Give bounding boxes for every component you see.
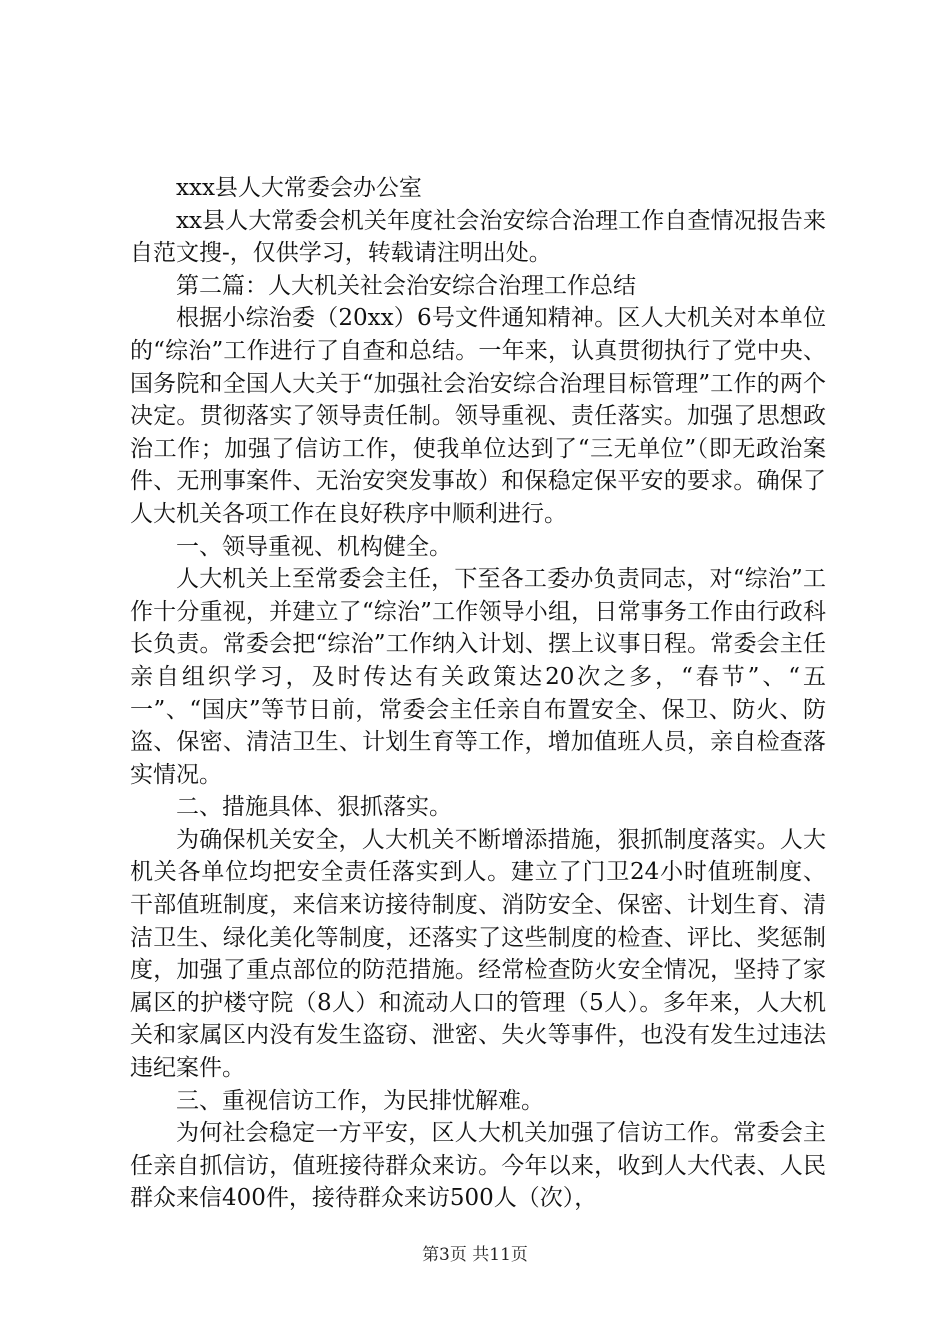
paragraph-leadership: 人大机关上至常委会主任，下至各工委办负责同志，对“综治”工作十分重视，并建立了“综治”工作领导小组，日常事务工作由行政科长负责。常委会把“综治”工作纳入计划、摆上议事日程。常委会主任亲自组织学习，及时传达有关政策达20次之多，“春节”、“五一”、“国庆”等节日前，常委会主任亲自布置安全、保卫、防火、防盗、保密、清洁卫生、计划生育等工作，增加值班人员，亲自检查落实情况。 — [130, 566, 826, 788]
office-line: xxx县人大常委会办公室 — [176, 175, 422, 201]
section-title: 第二篇：人大机关社会治安综合治理工作总结 — [176, 272, 636, 299]
paragraph-petitions: 为何社会稳定一方平安，区人大机关加强了信访工作。常委会主任亲自抓信访，值班接待群众来访。今年以来，收到人大代表、人民群众来信400件，接待群众来访500人（次）， — [130, 1120, 826, 1212]
heading-two: 二、措施具体、狠抓落实。 — [176, 794, 452, 821]
report-source-paragraph: xx县人大常委会机关年度社会治安综合治理工作自查情况报告来自范文搜-，仅供学习，转载请注明出处。 — [130, 207, 826, 267]
intro-paragraph: 根据小综治委（20xx）6号文件通知精神。区人大机关对本单位的“综治”工作进行了自查和总结。一年来，认真贯彻执行了党中央、国务院和全国人大关于“加强社会治安综合治理目标管理”工作的两个决定。贯彻落实了领导责任制。领导重视、责任落实。加强了思想政治工作；加强了信访工作，使我单位达到了“三无单位”（即无政治案件、无刑事案件、无治安突发事故）和保稳定保平安的要求。确保了人大机关各项工作在良好秩序中顺利进行。 — [130, 305, 826, 527]
page-number-footer: 第3页 共11页 — [422, 1245, 528, 1265]
heading-one: 一、领导重视、机构健全。 — [176, 533, 452, 560]
paragraph-measures: 为确保机关安全，人大机关不断增添措施，狠抓制度落实。人大机关各单位均把安全责任落实到人。建立了门卫24小时值班制度、干部值班制度，来信来访接待制度、消防安全、保密、计划生育、清洁卫生、绿化美化等制度，还落实了这些制度的检查、评比、奖惩制度，加强了重点部位的防范措施。经常检查防火安全情况，坚持了家属区的护楼守院（8人）和流动人口的管理（5人）。多年来，人大机关和家属区内没有发生盗窃、泄密、失火等事件，也没有发生过违法违纪案件。 — [130, 826, 826, 1082]
heading-three: 三、重视信访工作，为民排忧解难。 — [176, 1087, 544, 1114]
document-body — [130, 172, 826, 1215]
